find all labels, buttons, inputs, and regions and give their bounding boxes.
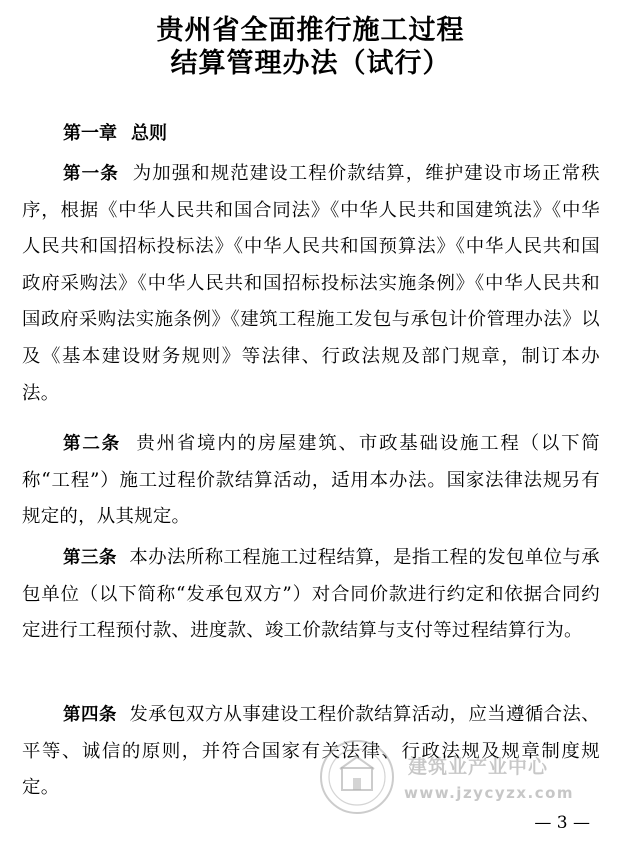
watermark-name: 建筑业产业中心 <box>408 756 549 778</box>
page-number: — 3 — <box>534 813 590 833</box>
article-1 <box>22 156 600 412</box>
chapter-label: 第一章 <box>63 123 117 144</box>
article-3-text: 本办法所称工程施工过程结算，是指工程的发包单位与承包单位（以下简称“发承包双方”）对合同价款进行约定和依据合同约定进行工程预付款、进度款、竣工价款结算与支付等过程结算行为。 <box>22 547 600 642</box>
chapter-heading <box>63 121 167 147</box>
article-2-text: 贵州省境内的房屋建筑、市政基础设施工程（以下简称“工程”）施工过程价款结算活动，适用本办法。国家法律法规另有规定的，从其规定。 <box>22 433 600 528</box>
article-4-text: 发承包双方从事建设工程价款结算活动，应当遵循合法、平等、诚信的原则，并符合国家有关法律、行政法规及规章制度规定。 <box>22 704 600 799</box>
watermark-seal-icon <box>318 738 396 816</box>
watermark <box>318 738 608 818</box>
article-3-label: 第三条 <box>63 548 117 568</box>
article-1-text: 为加强和规范建设工程价款结算，维护建设市场正常秩序，根据《中华人民共和国合同法》《中华人民共和国建筑法》《中华人民共和国招标投标法》《中华人民共和国预算法》《中华人民共和国政府采购法》《中华人民共和国招标投标法实施条例》《中华人民共和国政府采购法实施条例》《建筑工程施工发包与承包计价管理办法》以及《基本建设财务规则》等法律、行政法规及部门规章，制订本办法。 <box>22 163 601 404</box>
article-1-label: 第一条 <box>63 164 119 184</box>
document-title-line-1: 贵州省全面推行施工过程 <box>156 15 465 46</box>
document-title-line-2: 结算管理办法（试行） <box>170 48 451 79</box>
article-2 <box>22 426 600 536</box>
chapter-name: 总则 <box>131 123 167 144</box>
article-3 <box>22 540 600 650</box>
watermark-url: www.jzycyzx.com <box>404 784 575 802</box>
article-4-label: 第四条 <box>63 705 117 725</box>
article-2-label: 第二条 <box>63 434 122 454</box>
